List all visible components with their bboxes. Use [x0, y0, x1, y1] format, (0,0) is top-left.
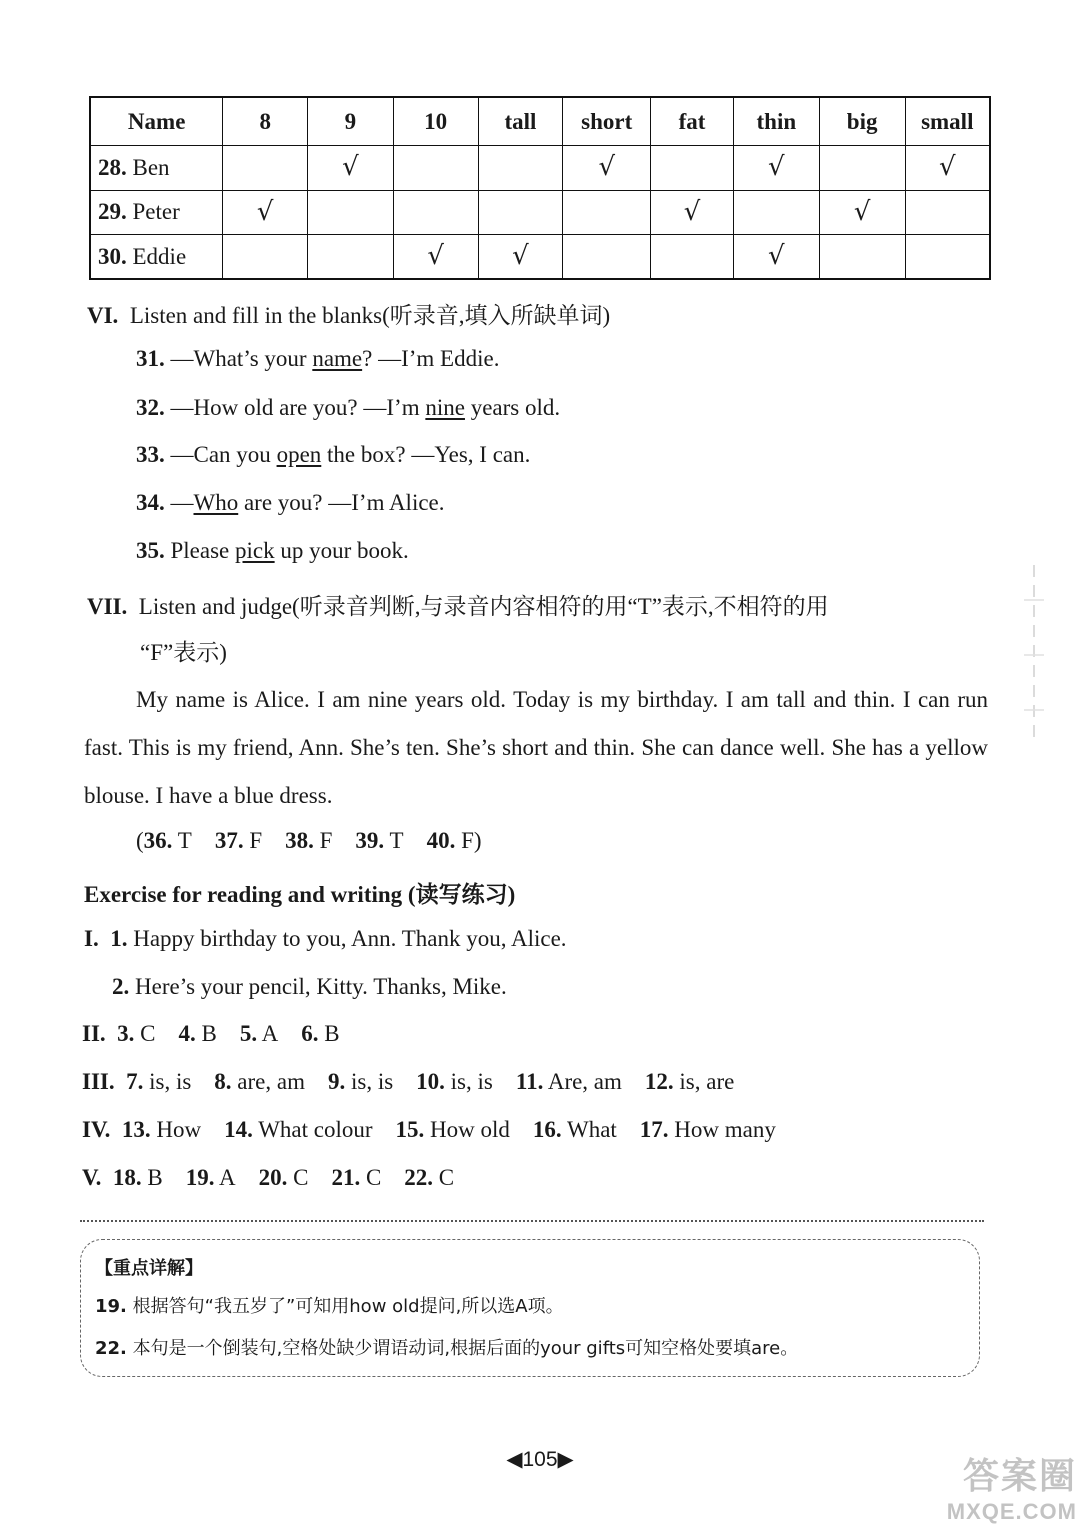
check-cell	[733, 235, 819, 280]
judge-answers: (36. T 37. F 38. F 39. T 40. F)	[136, 828, 482, 853]
item-number: 20.	[258, 1165, 288, 1190]
check-cell	[563, 190, 651, 234]
item-answer: C	[365, 1165, 382, 1190]
item-answer: C	[293, 1165, 309, 1190]
header-10: 10	[393, 97, 478, 146]
check-mark: √	[427, 241, 444, 271]
row-number: 29.	[98, 199, 127, 225]
item-answer: T	[177, 828, 192, 853]
section-title: Listen and fill in the blanks(听录音,填入所缺单词)	[129, 303, 611, 328]
item-number: 8.	[214, 1069, 232, 1094]
rw-section-ii	[82, 1021, 340, 1047]
header-short: short	[563, 97, 651, 146]
section-vii-heading	[87, 588, 829, 621]
item-number: 18.	[112, 1165, 142, 1190]
item-answer: open	[276, 442, 322, 467]
check-mark: √	[853, 196, 871, 227]
item-answer: F	[249, 828, 263, 853]
key-points-title: 【重点详解】	[95, 1258, 203, 1279]
item-number: 19.	[185, 1165, 215, 1190]
item-number: 19.	[95, 1296, 127, 1317]
page-number	[480, 1447, 600, 1472]
item-answer: name	[312, 346, 363, 371]
item-number: 7.	[126, 1069, 144, 1094]
header-fat: fat	[651, 97, 734, 146]
item-number: 13.	[121, 1117, 151, 1142]
item-answer: What	[566, 1117, 617, 1142]
row-number: 30.	[98, 243, 127, 269]
item-number: 17.	[639, 1117, 669, 1142]
check-mark: √	[512, 241, 529, 271]
fill-item-33	[136, 442, 530, 468]
check-cell	[563, 235, 651, 280]
item-answer: is, are	[679, 1069, 735, 1094]
item-number: 9.	[327, 1069, 346, 1094]
item-text: Here’s your pencil, Kitty. Thanks, Mike.	[135, 974, 507, 999]
section-label: IV.	[82, 1117, 111, 1142]
item-answer: What colour	[258, 1117, 373, 1142]
check-cell	[223, 190, 308, 234]
check-cell	[223, 146, 308, 190]
check-cell	[819, 190, 905, 234]
check-cell	[393, 235, 478, 280]
item-text: —Can you	[170, 442, 277, 467]
row-name-cell	[90, 235, 223, 280]
check-cell	[819, 146, 905, 190]
header-9: 9	[308, 97, 394, 146]
check-cell	[651, 235, 734, 280]
item-number: 40.	[426, 828, 456, 853]
watermark-logo-text: 答案圈	[962, 1456, 1077, 1497]
listening-check-table	[89, 96, 991, 280]
check-cell	[308, 235, 394, 280]
item-text: —	[170, 490, 194, 515]
item-number: 11.	[515, 1069, 544, 1094]
header-8: 8	[223, 97, 308, 146]
item-number: 33.	[136, 442, 165, 467]
listening-passage: My name is Alice. I am nine years old. Today is my birthday. I am tall and thin. I can run fast. This is my friend, Ann. She’s ten. She’s short and thin. She can dance well. She has a yellow blouse. I have a blue dress.	[84, 687, 988, 808]
key-points-box	[80, 1239, 980, 1377]
item-text: —What’s your	[170, 346, 313, 371]
table-header-row	[90, 97, 990, 146]
page-number-text: 105	[522, 1448, 558, 1471]
header-big: big	[819, 97, 905, 146]
check-mark: √	[256, 196, 274, 227]
fill-item-34	[136, 490, 445, 516]
left-arrow-icon: ◀	[506, 1448, 523, 1471]
item-text: 本句是一个倒装句,空格处缺少谓语动词,根据后面的your gifts可知空格处要填are。	[132, 1338, 799, 1359]
check-mark: √	[598, 152, 616, 183]
item-number: 37.	[214, 828, 244, 853]
check-cell	[905, 190, 990, 234]
check-cell	[733, 190, 819, 234]
item-answer: C	[438, 1165, 455, 1190]
item-text: up your book.	[274, 538, 409, 563]
header-tall: tall	[478, 97, 563, 146]
reading-writing-heading: Exercise for reading and writing (读写练习)	[84, 882, 516, 907]
item-text: Please	[170, 538, 236, 563]
item-number: 35.	[136, 538, 165, 563]
item-answer: B	[147, 1165, 163, 1190]
item-answer: Are, am	[547, 1069, 622, 1094]
item-answer: F	[319, 828, 333, 853]
check-cell	[478, 235, 563, 280]
rw-section-v	[82, 1165, 454, 1191]
item-answer: is, is	[450, 1069, 493, 1094]
check-cell	[308, 146, 394, 190]
item-number: 12.	[644, 1069, 674, 1094]
section-vi-heading	[87, 297, 610, 330]
item-text: —How old are you? —I’m	[170, 395, 426, 420]
header-thin: thin	[733, 97, 819, 146]
item-answer: B	[324, 1021, 340, 1046]
rw-section-i-item-2	[112, 974, 507, 1000]
item-answer: are, am	[237, 1069, 305, 1094]
item-number: 5.	[239, 1021, 258, 1046]
key-point-19	[95, 1292, 564, 1318]
check-cell	[478, 190, 563, 234]
check-cell	[733, 146, 819, 190]
item-number: 1.	[110, 926, 128, 951]
section-label: VI.	[87, 303, 119, 328]
item-answer: Who	[193, 490, 239, 515]
key-point-22	[95, 1334, 798, 1360]
section-label: II.	[82, 1021, 106, 1046]
check-cell	[223, 235, 308, 280]
check-cell	[651, 146, 734, 190]
section-vii-heading-cont	[140, 634, 227, 667]
section-title: Listen and judge(听录音判断,与录音内容相符的用“T”表示,不相符的用	[138, 594, 829, 619]
item-answer: B	[201, 1021, 217, 1046]
rw-section-iv	[82, 1117, 776, 1143]
check-cell	[393, 146, 478, 190]
item-number: 22.	[404, 1165, 434, 1190]
section-label: I.	[84, 926, 99, 951]
watermark-domain: MXQE.COM	[946, 1499, 1077, 1524]
item-text: Happy birthday to you, Ann. Thank you, Alice.	[133, 926, 567, 951]
fill-item-31	[136, 346, 499, 372]
item-answer: How many	[674, 1117, 776, 1142]
right-arrow-icon: ▶	[557, 1448, 574, 1471]
item-number: 6.	[301, 1021, 319, 1046]
item-number: 16.	[532, 1117, 562, 1142]
check-cell	[905, 235, 990, 280]
row-name-cell	[90, 190, 223, 234]
check-cell	[905, 146, 990, 190]
check-mark: √	[768, 152, 785, 183]
item-text: 根据答句“我五岁了”可知用how old提问,所以选A项。	[132, 1296, 564, 1317]
fill-item-35	[136, 538, 409, 564]
check-cell	[308, 190, 394, 234]
item-number: 36.	[143, 828, 173, 853]
item-answer: F	[461, 828, 474, 853]
rw-section-iii	[82, 1069, 734, 1095]
section-label: VII.	[87, 594, 128, 619]
item-answer: is, is	[149, 1069, 192, 1094]
check-mark: √	[683, 196, 701, 227]
item-number: 3.	[117, 1021, 135, 1046]
check-cell	[563, 146, 651, 190]
row-name-cell	[90, 146, 223, 190]
rw-section-i-item-1	[84, 926, 567, 952]
item-answer: A	[218, 1165, 236, 1190]
item-answer: T	[389, 828, 404, 853]
check-mark: √	[938, 152, 956, 183]
item-answer: pick	[235, 538, 275, 563]
check-cell	[393, 190, 478, 234]
item-number: 14.	[224, 1117, 253, 1142]
item-text: ? —I’m Eddie.	[362, 346, 500, 371]
item-number: 38.	[285, 828, 314, 853]
table-row	[90, 190, 990, 234]
item-number: 15.	[395, 1117, 425, 1142]
item-answer: C	[140, 1021, 156, 1046]
section-label: III.	[82, 1069, 115, 1094]
check-mark: √	[768, 241, 785, 271]
item-number: 4.	[178, 1021, 196, 1046]
item-text: years old.	[464, 395, 561, 420]
table-row	[90, 146, 990, 190]
item-answer: A	[261, 1021, 279, 1046]
item-text: the box? —Yes, I can.	[321, 442, 531, 467]
row-number: 28.	[98, 154, 127, 180]
row-name: Peter	[132, 199, 180, 225]
item-number: 10.	[416, 1069, 445, 1094]
table-row	[90, 235, 990, 280]
item-answer: How	[156, 1117, 202, 1142]
item-answer: How old	[430, 1117, 510, 1142]
item-answer: nine	[425, 395, 465, 420]
side-watermark-icon	[1016, 560, 1052, 750]
section-label: V.	[82, 1165, 102, 1190]
item-text: are you? —I’m Alice.	[238, 490, 445, 515]
check-cell	[478, 146, 563, 190]
divider	[80, 1220, 984, 1222]
item-answer: is, is	[350, 1069, 394, 1094]
check-cell	[651, 190, 734, 234]
item-number: 21.	[331, 1165, 361, 1190]
row-name: Eddie	[132, 243, 187, 269]
fill-item-32	[136, 395, 560, 421]
item-number: 31.	[136, 346, 165, 371]
item-number: 34.	[136, 490, 165, 515]
site-watermark	[927, 1448, 1077, 1532]
item-number: 39.	[355, 828, 385, 853]
check-mark: √	[342, 152, 359, 183]
item-number: 2.	[112, 974, 130, 999]
header-name: Name	[90, 97, 223, 146]
section-title-cont: “F”表示)	[140, 640, 227, 665]
item-number: 22.	[95, 1338, 127, 1359]
item-number: 32.	[136, 395, 165, 420]
header-small: small	[905, 97, 990, 146]
check-cell	[819, 235, 905, 280]
row-name: Ben	[132, 154, 170, 180]
